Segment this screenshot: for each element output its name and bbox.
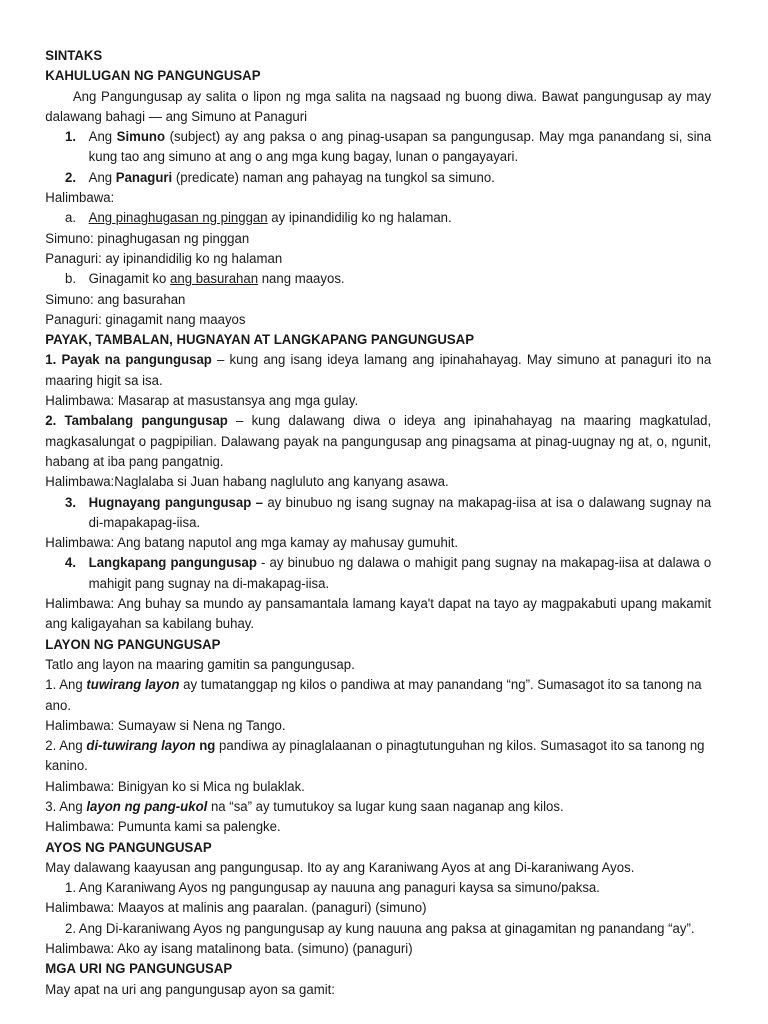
example-b-panaguri: Panaguri: ginagamit nang maayos (45, 311, 246, 327)
list-item-panaguri: 2. Ang Panaguri (predicate) naman ang pahayag na tungkol sa simuno. (45, 168, 711, 188)
example-di-karaniwang-ayos: Halimbawa: Ako ay isang matalinong bata. (simuno) (panaguri) (45, 941, 413, 957)
list-number: 2. (65, 920, 77, 936)
example-b-simuno: Simuno: ang basurahan (45, 291, 186, 307)
list-number: 4. (65, 555, 77, 571)
example-a: a. Ang pinaghugasan ng pinggan ay ipinandidilig ko ng halaman. (45, 208, 711, 228)
list-item-simuno: 1. Ang Simuno (subject) ay ang paksa o ang pinag-usapan sa pangungusap. May mga panandang si, sina kung tao ang simuno at ang o ang mga kung bagay, lunan o pangayayari. (65, 129, 712, 165)
section-heading-kahulugan: KAHULUGAN NG PANGUNGUSAP (45, 68, 261, 84)
example-tuwiran: Halimbawa: Sumayaw si Nena ng Tango. (45, 717, 286, 733)
example-di-tuwiran: Halimbawa: Binigyan ko si Mica ng bulaklak. (45, 778, 305, 794)
example-pang-ukol: Halimbawa: Pumunta kami sa palengke. (45, 819, 281, 835)
term-simuno: Simuno (116, 129, 166, 145)
list-item-karaniwang-ayos: 1. Ang Karaniwang Ayos ng pangungusap ay nauuna ang panaguri kaysa sa simuno/paksa. (45, 878, 711, 898)
layon-pang-ukol: 3. Ang layon ng pang-ukol na “sa” ay tumutukoy sa lugar kung saan naganap ang kilos. (45, 798, 564, 814)
list-item-di-karaniwang-ayos: 2. Ang Di-karaniwang Ayos ng pangungusap ay kung nauuna ang paksa at ginagamitan ng panandang “ay”. (45, 919, 711, 939)
list-number: 1. (65, 880, 77, 896)
list-number: 3. (65, 494, 77, 510)
example-b: b. Ginagamit ko ang basurahan nang maayos. (45, 269, 711, 289)
term-panaguri: Panaguri (115, 169, 173, 185)
example-langkapan: Halimbawa: Ang buhay sa mundo ay pansamantala lamang kaya't dapat na tayo ay magpakabuti upang makamit ang kaligayahan sa kabilang buhay. (45, 596, 712, 632)
paragraph-payak: 1. Payak na pangungusap – kung ang isang ideya lamang ang ipinahahayag. May simuno at panaguri ito na maaring higit sa isa. (45, 352, 712, 388)
example-a-panaguri: Panaguri: ay ipinandidilig ko ng halaman (45, 250, 283, 266)
list-letter: a. (65, 210, 77, 226)
layon-di-tuwiran: 2. Ang di-tuwirang layon ng pandiwa ay pinaglalaanan o pinagtutunguhan ng kilos. Sumasagot ito sa tanong ng kanino. (45, 738, 705, 774)
list-item-langkapan: 4. Langkapang pangungusap - ay binubuo ng dalawa o mahigit pang sugnay na makapag-iisa at dalawa o mahigit pang sugnay na di-makapag-iisa. (65, 555, 712, 591)
paragraph-intro: Ang Pangungusap ay salita o lipon ng mga salita na nagsaad ng buong diwa. Bawat pangungusap ay may dalawang bahagi — ang Simuno at Panaguri (45, 88, 712, 124)
term-tuwirang-layon: tuwirang layon (86, 677, 180, 693)
term-langkapan: Langkapang pangungusap (88, 555, 257, 571)
paragraph-layon-intro: Tatlo ang layon na maaring gamitin sa pangungusap. (45, 656, 355, 672)
list-letter: b. (65, 271, 77, 287)
term-tambalan: . Tambalang pangungusap (52, 413, 228, 429)
term-di-tuwirang-layon: di-tuwirang layon (86, 738, 196, 754)
example-a-simuno: Simuno: pinaghugasan ng pinggan (45, 230, 250, 246)
section-heading-mga-uri: MGA URI NG PANGUNGUSAP (45, 961, 233, 977)
term-payak: 1. Payak na pangungusap (45, 352, 212, 368)
term-hugnayan: Hugnayang pangungusap – (88, 494, 263, 510)
section-heading-layon: LAYON NG PANGUNGUSAP (45, 636, 221, 652)
list-number: 2. (65, 169, 77, 185)
layon-tuwiran: 1. Ang tuwirang layon ay tumatanggap ng kilos o pandiwa at may panandang “ng”. Sumasagot ito sa tanong na ano. (45, 677, 702, 713)
underlined-simuno: Ang pinaghugasan ng pinggan (88, 210, 268, 226)
list-item-hugnayan: 3. Hugnayang pangungusap – ay binubuo ng isang sugnay na makapag-iisa at isa o dalawang sugnay na di-mapakapag-iisa. (65, 494, 712, 530)
section-heading-ayos: AYOS NG PANGUNGUSAP (45, 839, 212, 855)
example-karaniwang-ayos: Halimbawa: Maayos at malinis ang paaralan. (panaguri) (simuno) (45, 900, 427, 916)
paragraph-tambalan: 2. Tambalang pangungusap – kung dalawang diwa o ideya ang ipinahahayag na maaring magkatulad, magkasalungat o pagpipilian. Dalawang payak na pangungusap ang pinagsama at pinag-uugnay ng at, o, ngunit, habang at iba pang pangatnig. (45, 413, 712, 469)
paragraph-ayos-intro: May dalawang kaayusan ang pangungusap. Ito ay ang Karaniwang Ayos at ang Di-karaniwang Ayos. (45, 859, 635, 875)
underlined-simuno: ang basurahan (170, 271, 259, 287)
document-title: SINTAKS (45, 48, 103, 63)
example-label: Halimbawa: (45, 190, 115, 206)
term-layon-ng-pang-ukol: layon ng pang-ukol (86, 798, 208, 814)
section-heading-uri: PAYAK, TAMBALAN, HUGNAYAN AT LANGKAPANG PANGUNGUSAP (45, 332, 475, 348)
paragraph-mga-uri-intro: May apat na uri ang pangungusap ayon sa gamit: (45, 981, 335, 997)
list-number: 1. (65, 129, 77, 145)
example-payak: Halimbawa: Masarap at masustansya ang mga gulay. (45, 393, 359, 409)
example-hugnayan: Halimbawa: Ang batang naputol ang mga kamay ay mahusay gumuhit. (45, 535, 459, 551)
example-tambalan: Halimbawa:Naglalaba si Juan habang nagluluto ang kanyang asawa. (45, 474, 449, 490)
